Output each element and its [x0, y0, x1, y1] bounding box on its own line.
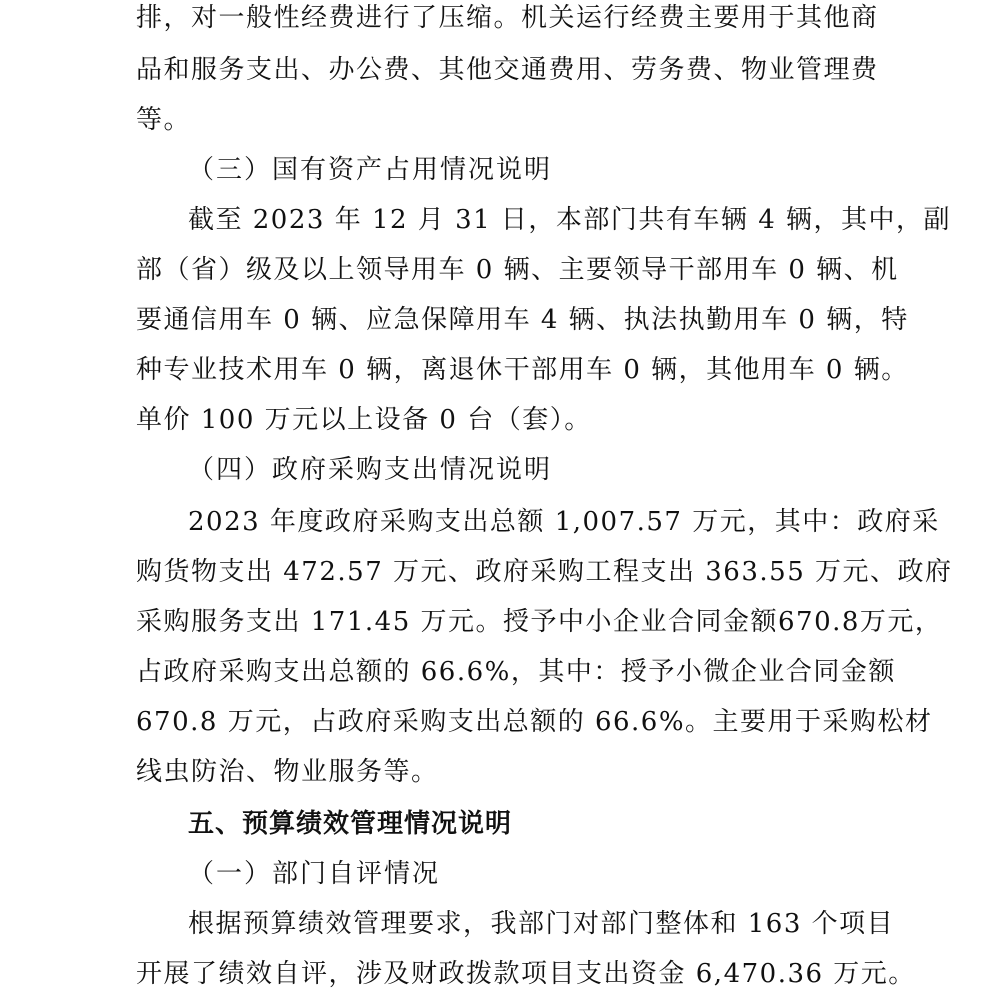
paragraph-line: 部（省）级及以上领导用车 0 辆、主要领导干部用车 0 辆、机	[136, 255, 899, 285]
paragraph-line: 排，对一般性经费进行了压缩。机关运行经费主要用于其他商	[136, 3, 879, 33]
paragraph-line: 根据预算绩效管理要求，我部门对部门整体和 163 个项目	[188, 909, 895, 939]
paragraph-line: 采购服务支出 171.45 万元。授予中小企业合同金额670.8万元，	[136, 607, 943, 637]
paragraph-line: 等。	[136, 105, 192, 135]
paragraph-line: 占政府采购支出总额的 66.6%，其中：授予小微企业合同金额	[136, 657, 896, 687]
paragraph-line: 670.8 万元，占政府采购支出总额的 66.6%。主要用于采购松材	[136, 707, 933, 737]
section-heading-5-1: （一）部门自评情况	[188, 859, 441, 889]
paragraph-line: 品和服务支出、办公费、其他交通费用、劳务费、物业管理费	[136, 55, 879, 85]
paragraph-line: 截至 2023 年 12 月 31 日，本部门共有车辆 4 辆，其中，副	[188, 205, 951, 235]
section-heading-3: （三）国有资产占用情况说明	[188, 155, 553, 185]
paragraph-line: 开展了绩效自评，涉及财政拨款项目支出资金 6,470.36 万元。	[136, 959, 916, 989]
paragraph-line: 要通信用车 0 辆、应急保障用车 4 辆、执法执勤用车 0 辆，特	[136, 305, 909, 335]
section-heading-4: （四）政府采购支出情况说明	[188, 455, 553, 485]
paragraph-line: 线虫防治、物业服务等。	[136, 757, 439, 787]
paragraph-line: 2023 年度政府采购支出总额 1,007.57 万元，其中：政府采	[188, 507, 940, 537]
section-5-title: 五、预算绩效管理情况说明	[188, 809, 513, 839]
paragraph-line: 种专业技术用车 0 辆，离退休干部用车 0 辆，其他用车 0 辆。	[136, 355, 909, 385]
paragraph-line: 购货物支出 472.57 万元、政府采购工程支出 363.55 万元、政府	[136, 557, 953, 587]
paragraph-line: 单价 100 万元以上设备 0 台（套）。	[136, 405, 592, 435]
